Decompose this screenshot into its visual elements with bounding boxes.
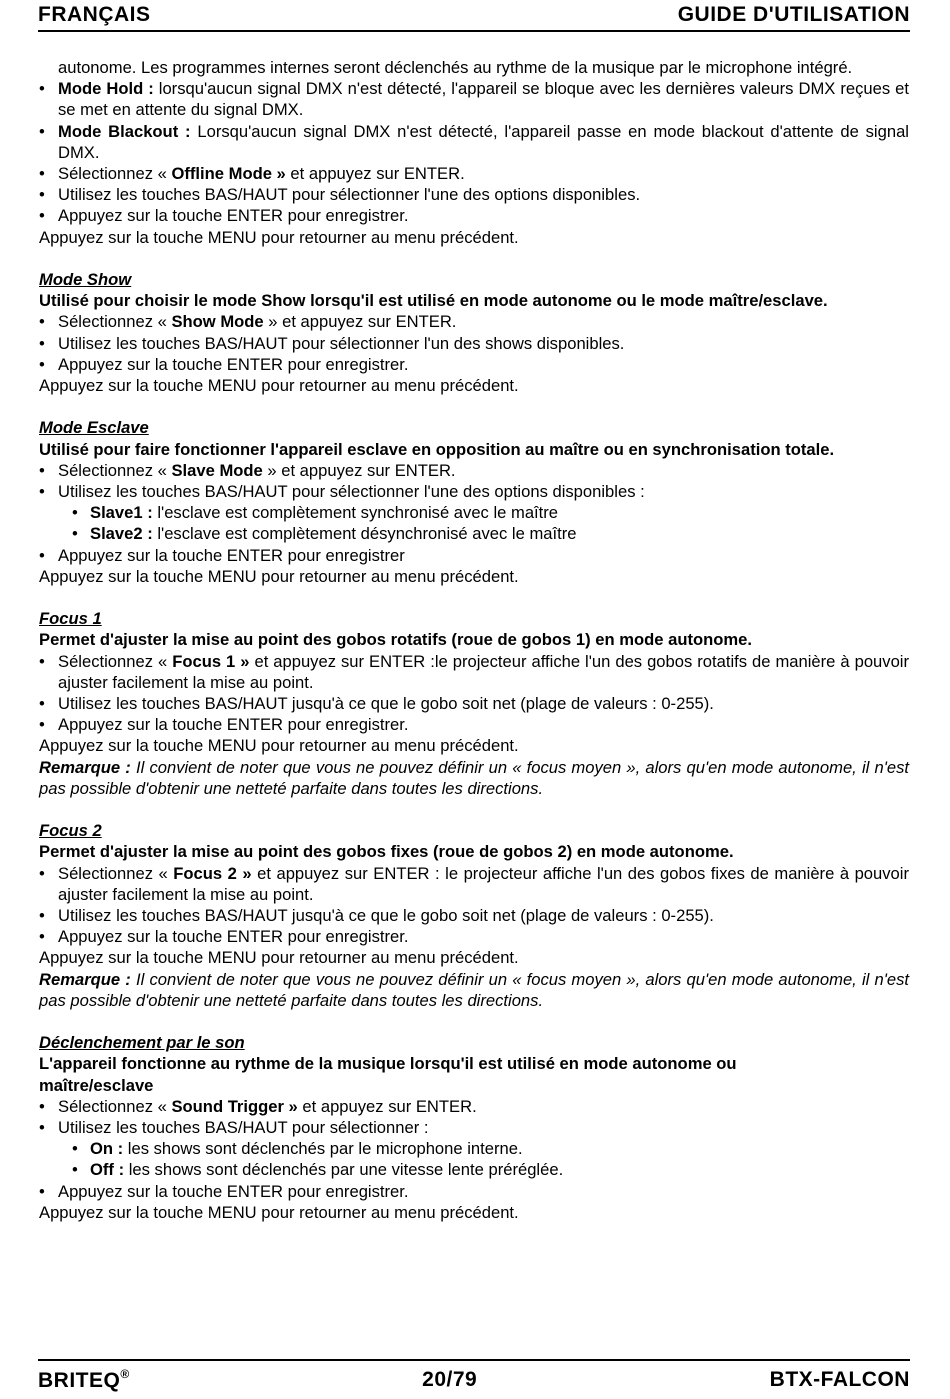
menu-return-text: Appuyez sur la touche MENU pour retourner au menu précédent. [39, 1202, 519, 1222]
header-language: FRANÇAIS [38, 3, 151, 26]
list-item-save: • Appuyez sur la touche ENTER pour enregistrer. [39, 354, 909, 375]
section-subtitle-sound-trigger-line1: L'appareil fonctionne au rythme de la musique lorsqu'il est utilisé en mode autonome ou [39, 1054, 737, 1074]
section-subtitle-focus-2: Permet d'ajuster la mise au point des gobos fixes (roue de gobos 2) en mode autonome. [39, 842, 734, 862]
list-item-use-keys: • Utilisez les touches BAS/HAUT pour sélectionner l'une des options disponibles. [39, 184, 909, 205]
page-footer [38, 1359, 910, 1399]
list-item-use-keys: • Utilisez les touches BAS/HAUT pour sélectionner : [39, 1117, 909, 1138]
note-focus-2: Remarque : Il convient de noter que vous ne pouvez définir un « focus moyen », alors qu'en mode autonome, il n'est pas possible d'obtenir une netteté parfaite dans toutes les directions. [39, 969, 910, 1010]
list-item-save: • Appuyez sur la touche ENTER pour enregistrer [39, 545, 909, 566]
registered-mark: ® [120, 1367, 130, 1381]
list-item-save: • Appuyez sur la touche ENTER pour enregistrer. [39, 205, 909, 226]
list-item-use-keys: • Utilisez les touches BAS/HAUT pour sélectionner l'une des options disponibles : [39, 481, 909, 502]
note-focus-1: Remarque : Il convient de noter que vous ne pouvez définir un « focus moyen », alors qu'en mode autonome, il n'est pas possible d'obtenir une netteté parfaite dans toutes les directions. [39, 757, 910, 798]
list-item-use-keys: • Utilisez les touches BAS/HAUT pour sélectionner l'un des shows disponibles. [39, 333, 909, 354]
list-item-save: • Appuyez sur la touche ENTER pour enregistrer. [39, 926, 909, 947]
menu-return-text: Appuyez sur la touche MENU pour retourner au menu précédent. [39, 566, 519, 586]
section-title-mode-esclave: Mode Esclave [39, 418, 149, 438]
sub-list-item-on: • On : les shows sont déclenchés par le microphone interne. [39, 1138, 909, 1159]
list-item-select-offline: • Sélectionnez « Offline Mode » et appuyez sur ENTER. [39, 163, 909, 184]
list-item-use-keys: • Utilisez les touches BAS/HAUT jusqu'à ce que le gobo soit net (plage de valeurs : 0-255). [39, 905, 909, 926]
list-item-save: • Appuyez sur la touche ENTER pour enregistrer. [39, 1181, 909, 1202]
sub-list-item-off: • Off : les shows sont déclenchés par une vitesse lente préréglée. [39, 1159, 909, 1180]
list-item-mode-blackout: • Mode Blackout : Lorsqu'aucun signal DMX n'est détecté, l'appareil passe en mode blackout d'attente de signal DMX. [39, 121, 909, 163]
footer-model: BTX-FALCON [769, 1368, 910, 1391]
section-title-mode-show: Mode Show [39, 270, 132, 290]
footer-page-number: 20/79 [422, 1368, 478, 1391]
list-item-select-show: • Sélectionnez « Show Mode » et appuyez sur ENTER. [39, 311, 909, 332]
section-title-focus-1: Focus 1 [39, 609, 102, 629]
section-subtitle-sound-trigger-line2: maître/esclave [39, 1075, 154, 1095]
menu-return-text: Appuyez sur la touche MENU pour retourner au menu précédent. [39, 736, 519, 756]
section-subtitle-mode-show: Utilisé pour choisir le mode Show lorsqu'il est utilisé en mode autonome ou le mode maître/esclave. [39, 291, 828, 311]
menu-return-text: Appuyez sur la touche MENU pour retourner au menu précédent. [39, 948, 519, 968]
list-item-select-slave: • Sélectionnez « Slave Mode » et appuyez sur ENTER. [39, 460, 909, 481]
section-subtitle-mode-esclave: Utilisé pour faire fonctionner l'appareil esclave en opposition au maître ou en synchronisation totale. [39, 439, 835, 459]
section-title-sound-trigger: Déclenchement par le son [39, 1033, 245, 1053]
sub-list-item-slave1: • Slave1 : l'esclave est complètement synchronisé avec le maître [39, 502, 909, 523]
list-item-select-focus-1: • Sélectionnez « Focus 1 » et appuyez sur ENTER :le projecteur affiche l'un des gobos rotatifs de manière à pouvoir ajuster facilement la mise au point. [39, 651, 909, 693]
section-title-focus-2: Focus 2 [39, 821, 102, 841]
menu-return-text: Appuyez sur la touche MENU pour retourner au menu précédent. [39, 376, 519, 396]
page-header [38, 0, 910, 32]
header-guide-title: GUIDE D'UTILISATION [677, 3, 910, 26]
intro-continuation: autonome. Les programmes internes seront déclenchés au rythme de la musique par le microphone intégré. [58, 58, 853, 77]
section-subtitle-focus-1: Permet d'ajuster la mise au point des gobos rotatifs (roue de gobos 1) en mode autonome. [39, 630, 752, 650]
list-item-select-sound-trigger: • Sélectionnez « Sound Trigger » et appuyez sur ENTER. [39, 1096, 909, 1117]
sub-list-item-slave2: • Slave2 : l'esclave est complètement désynchronisé avec le maître [39, 523, 909, 544]
list-item-mode-hold: • Mode Hold : lorsqu'aucun signal DMX n'est détecté, l'appareil se bloque avec les dernières valeurs DMX reçues et se met en attente du signal DMX. [39, 78, 909, 120]
page-content [39, 57, 909, 1223]
list-item-use-keys: • Utilisez les touches BAS/HAUT jusqu'à ce que le gobo soit net (plage de valeurs : 0-255). [39, 693, 909, 714]
menu-return-text: Appuyez sur la touche MENU pour retourner au menu précédent. [39, 227, 519, 247]
list-item-save: • Appuyez sur la touche ENTER pour enregistrer. [39, 714, 909, 735]
footer-brand: BRITEQ® [38, 1367, 130, 1392]
list-item-select-focus-2: • Sélectionnez « Focus 2 » et appuyez sur ENTER : le projecteur affiche l'un des gobos fixes de manière à pouvoir ajuster facilement la mise au point. [39, 863, 909, 905]
